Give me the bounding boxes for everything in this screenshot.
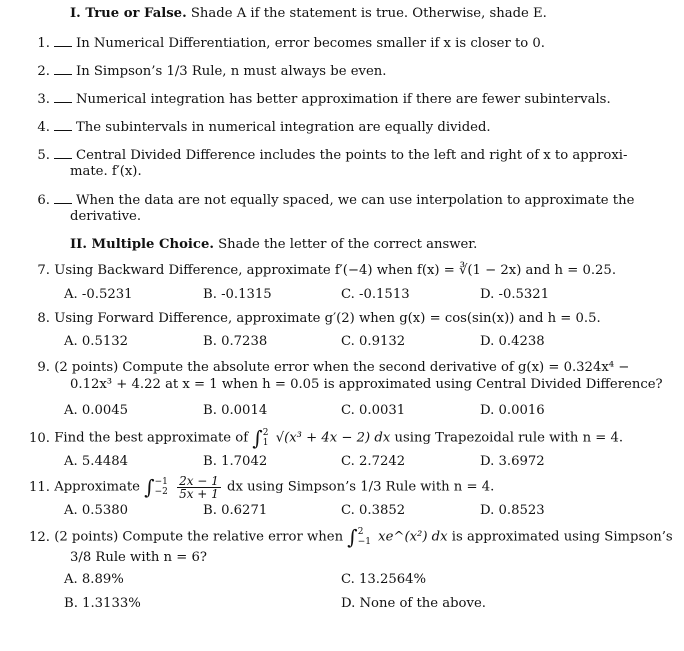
question-pre: (2 points) Compute the relative error when <box>54 529 344 545</box>
q11-option-b[interactable]: B. 0.6271 <box>203 503 268 518</box>
tf-item-4 <box>28 119 491 136</box>
q9-option-c[interactable]: C. 0.0031 <box>341 403 406 418</box>
answer-blank[interactable] <box>54 91 72 103</box>
upper-limit: 2 <box>357 527 364 537</box>
tf-item-3 <box>28 91 611 108</box>
mc-question-9 <box>28 360 629 376</box>
question-number: 10. <box>29 430 50 446</box>
q10-option-d[interactable]: D. 3.6972 <box>480 454 545 469</box>
mc-question-7 <box>28 263 616 279</box>
item-number: 3. <box>37 92 50 107</box>
question-pre: Find the best approximate of <box>54 430 249 446</box>
item-number: 4. <box>37 120 50 135</box>
q12-option-a[interactable]: A. 8.89% <box>64 572 124 587</box>
item-text: When the data are not equally spaced, we can use interpolation to approximate the <box>76 193 635 208</box>
integral-sign: ∫ <box>144 475 155 499</box>
item-number: 2. <box>37 64 50 79</box>
lower-limit: 1 <box>262 438 269 448</box>
tf-item-2 <box>28 63 386 80</box>
upper-limit: −1 <box>154 477 168 487</box>
q9-option-b[interactable]: B. 0.0014 <box>203 403 268 418</box>
q9-cont: 0.12x³ + 4.22 at x = 1 when h = 0.05 is approximated using Central Divided Difference? <box>70 377 663 392</box>
tf-item-5-cont: mate. f′(x). <box>70 164 142 179</box>
item-number: 5. <box>37 148 50 163</box>
item-text: In Simpson’s 1/3 Rule, n must always be even. <box>76 64 387 79</box>
question-number: 11. <box>29 479 50 495</box>
q8-option-b[interactable]: B. 0.7238 <box>203 334 268 349</box>
q7-option-b[interactable]: B. -0.1315 <box>203 287 272 302</box>
question-post: is approximated using Simpson’s <box>451 529 673 545</box>
q12-option-d[interactable]: D. None of the above. <box>341 596 486 611</box>
tf-item-1 <box>28 35 545 52</box>
tf-item-6-cont: derivative. <box>70 209 142 224</box>
q9-option-a[interactable]: A. 0.0045 <box>64 403 129 418</box>
part2-header <box>70 237 477 253</box>
question-text: (2 points) Compute the absolute error when the second derivative of g(x) = 0.324x⁴ − <box>54 360 630 375</box>
integral-limits <box>155 477 168 497</box>
q11-option-a[interactable]: A. 0.5380 <box>64 503 129 518</box>
q10-option-b[interactable]: B. 1.7042 <box>203 454 268 469</box>
question-number: 12. <box>29 529 50 545</box>
question-number: 8. <box>37 311 50 326</box>
q10-option-a[interactable]: A. 5.4484 <box>64 454 129 469</box>
item-text: The subintervals in numerical integration are equally divided. <box>76 120 491 135</box>
q8-option-a[interactable]: A. 0.5132 <box>64 334 129 349</box>
mc-question-12 <box>22 526 673 549</box>
answer-blank[interactable] <box>54 192 72 204</box>
lower-limit: −2 <box>154 487 168 497</box>
item-text: Numerical integration has better approximation if there are fewer subintervals. <box>76 92 611 107</box>
integral-limits <box>263 428 269 448</box>
q11-option-d[interactable]: D. 0.8523 <box>480 503 545 518</box>
q9-option-d[interactable]: D. 0.0016 <box>480 403 545 418</box>
q11-option-c[interactable]: C. 0.3852 <box>341 503 406 518</box>
q7-option-d[interactable]: D. -0.5321 <box>480 287 550 302</box>
item-number: 1. <box>37 36 50 51</box>
mc-question-8 <box>28 311 601 327</box>
upper-limit: 2 <box>262 428 269 438</box>
integrand: xe^(x²) dx <box>378 529 448 545</box>
mc-question-11 <box>22 474 494 501</box>
question-number: 9. <box>37 360 50 375</box>
answer-blank[interactable] <box>54 147 72 159</box>
tf-item-5 <box>28 147 627 164</box>
item-number: 6. <box>37 193 50 208</box>
part1-heading: I. True or False. <box>70 6 187 21</box>
lower-limit: −1 <box>357 537 371 547</box>
integral-sign: ∫ <box>252 426 263 450</box>
q10-option-c[interactable]: C. 2.7242 <box>341 454 406 469</box>
item-text: In Numerical Differentiation, error becomes smaller if x is closer to 0. <box>76 36 545 51</box>
q8-option-c[interactable]: C. 0.9132 <box>341 334 406 349</box>
denominator: 5x + 1 <box>179 486 219 501</box>
q12-option-b[interactable]: B. 1.3133% <box>64 596 141 611</box>
integral-limits <box>358 527 371 547</box>
question-number: 7. <box>37 263 50 278</box>
q12-cont: 3/8 Rule with n = 6? <box>70 550 207 565</box>
question-post: using Trapezoidal rule with n = 4. <box>394 430 624 446</box>
answer-blank[interactable] <box>54 35 72 47</box>
mc-question-10 <box>22 428 623 449</box>
q7-option-a[interactable]: A. -0.5231 <box>64 287 133 302</box>
question-text: Using Backward Difference, approximate f′(−4) when f(x) = ∛(1 − 2x) and h = 0.25. <box>54 263 617 278</box>
q7-option-c[interactable]: C. -0.1513 <box>341 287 410 302</box>
integrand-fraction <box>177 475 221 500</box>
part2-instruction: Shade the letter of the correct answer. <box>218 237 478 252</box>
q12-option-c[interactable]: C. 13.2564% <box>341 572 427 587</box>
part1-instruction: Shade A if the statement is true. Otherwise, shade E. <box>190 6 547 21</box>
part1-header <box>70 6 547 22</box>
answer-blank[interactable] <box>54 63 72 75</box>
q8-option-d[interactable]: D. 0.4238 <box>480 334 545 349</box>
part2-heading: II. Multiple Choice. <box>70 237 214 252</box>
numerator: 2x − 1 <box>179 473 219 488</box>
question-pre: Approximate <box>54 479 140 495</box>
item-text: Central Divided Difference includes the points to the left and right of x to approxi- <box>76 148 628 163</box>
integral-sign: ∫ <box>347 525 358 549</box>
answer-blank[interactable] <box>54 119 72 131</box>
integrand: √(x³ + 4x − 2) dx <box>275 430 391 446</box>
tf-item-6 <box>28 192 634 209</box>
question-text: Using Forward Difference, approximate g′(2) when g(x) = cos(sin(x)) and h = 0.5. <box>54 311 601 326</box>
question-post: dx using Simpson’s 1/3 Rule with n = 4. <box>227 479 495 495</box>
